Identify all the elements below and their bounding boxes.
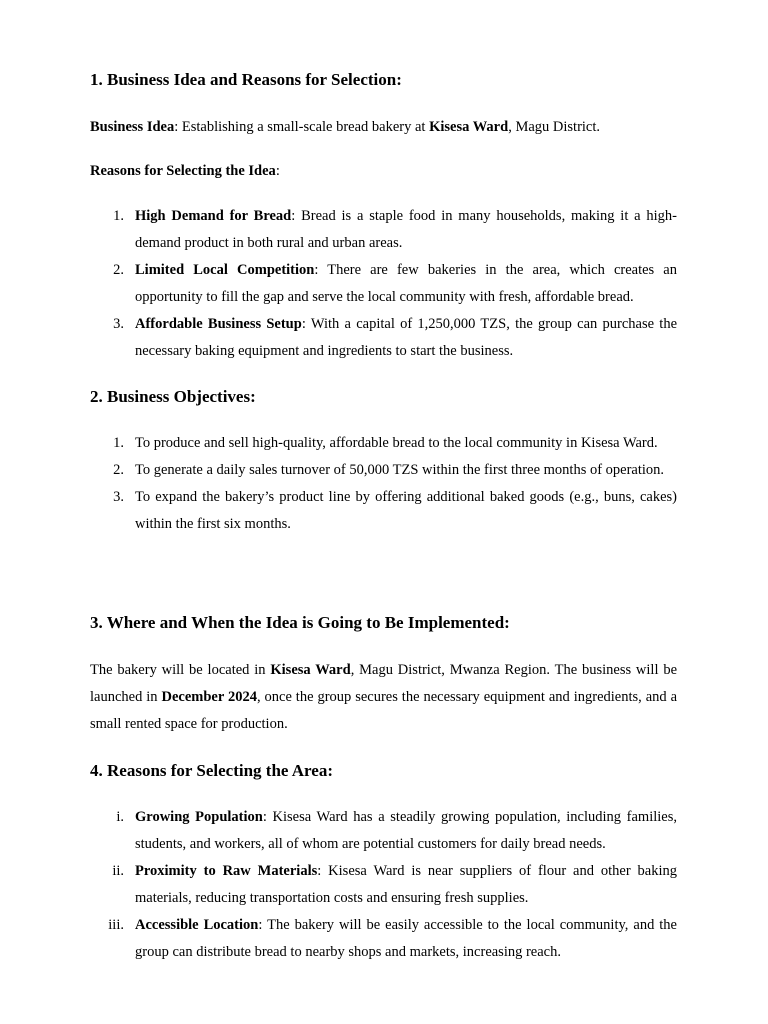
objectives-list (90, 430, 677, 538)
list-item-text: : Kisesa Ward is near suppliers of flour and other baking materials, reducing transportation costs and ensuring fresh supplies. (135, 863, 677, 906)
list-item-text: : There are few bakeries in the area, which creates an opportunity to fill the gap and serve the local community with fresh, affordable bread. (135, 262, 677, 305)
list-item (90, 858, 677, 912)
list-item (90, 430, 677, 457)
business-idea-text-1: : Establishing a small-scale bread bakery at (174, 119, 430, 135)
implementation-place: Kisesa Ward (270, 662, 351, 678)
idea-reasons-list (90, 203, 677, 365)
list-item-title: Growing Population (135, 809, 263, 825)
list-item (90, 311, 677, 365)
list-item-number: ii. (112, 863, 124, 879)
list-item-number: 3. (113, 316, 124, 332)
section-4-heading: 4. Reasons for Selecting the Area: (90, 761, 334, 780)
list-item-number: 1. (113, 208, 124, 224)
section-3-heading: 3. Where and When the Idea is Going to Be Implemented: (90, 613, 510, 632)
reasons-label-colon: : (275, 163, 280, 179)
list-item-text: To produce and sell high-quality, affordable bread to the local community in Kisesa Ward. (135, 435, 658, 451)
area-reasons-list (90, 804, 677, 966)
implementation-text-2: , Magu District, Mwanza Region. The business will be launched in (90, 662, 678, 705)
list-item-text: To generate a daily sales turnover of 50,000 TZS within the first three months of operation. (135, 462, 665, 478)
implementation-paragraph (90, 657, 677, 738)
list-item-title: Affordable Business Setup (135, 316, 302, 332)
list-item (90, 457, 677, 484)
list-item-number: 1. (113, 435, 124, 451)
section-1-heading: 1. Business Idea and Reasons for Selection: (90, 70, 402, 89)
list-item (90, 804, 677, 858)
reasons-label: Reasons for Selecting the Idea (90, 163, 276, 179)
business-idea-paragraph (90, 114, 677, 141)
implementation-text-1: The bakery will be located in (90, 662, 271, 678)
list-item-text: To expand the bakery’s product line by offering additional baked goods (e.g., buns, cakes) within the first six months. (135, 489, 677, 532)
list-item-number: 2. (113, 262, 124, 278)
list-item-text: : Kisesa Ward has a steadily growing population, including families, students, and workers, all of whom are potential customers for daily bread needs. (135, 809, 678, 852)
list-item-title: Proximity to Raw Materials (135, 863, 318, 879)
list-item-text: : Bread is a staple food in many households, making it a high-demand product in both rural and urban areas. (135, 208, 677, 251)
implementation-date: December 2024 (161, 689, 257, 705)
list-item (90, 484, 677, 538)
business-idea-place: Kisesa Ward (429, 119, 509, 135)
business-idea-label: Business Idea (90, 119, 175, 135)
list-item (90, 912, 677, 966)
list-item (90, 203, 677, 257)
list-item-number: i. (116, 809, 124, 825)
list-item-text: : The bakery will be easily accessible to the local community, and the group can distribute bread to nearby shops and markets, increasing reach. (135, 917, 677, 960)
business-idea-text-2: , Magu District. (508, 119, 601, 135)
list-item (90, 257, 677, 311)
list-item-number: iii. (108, 917, 124, 933)
list-item-title: High Demand for Bread (135, 208, 292, 224)
implementation-text-3: , once the group secures the necessary equipment and ingredients, and a small rented space for production. (90, 689, 678, 732)
list-item-title: Accessible Location (135, 917, 259, 933)
list-item-number: 3. (113, 489, 124, 505)
reasons-label-paragraph (90, 158, 677, 185)
list-item-title: Limited Local Competition (135, 262, 315, 278)
list-item-text: : With a capital of 1,250,000 TZS, the group can purchase the necessary baking equipment and ingredients to start the business. (135, 316, 678, 359)
list-item-number: 2. (113, 462, 124, 478)
section-2-heading: 2. Business Objectives: (90, 387, 256, 406)
